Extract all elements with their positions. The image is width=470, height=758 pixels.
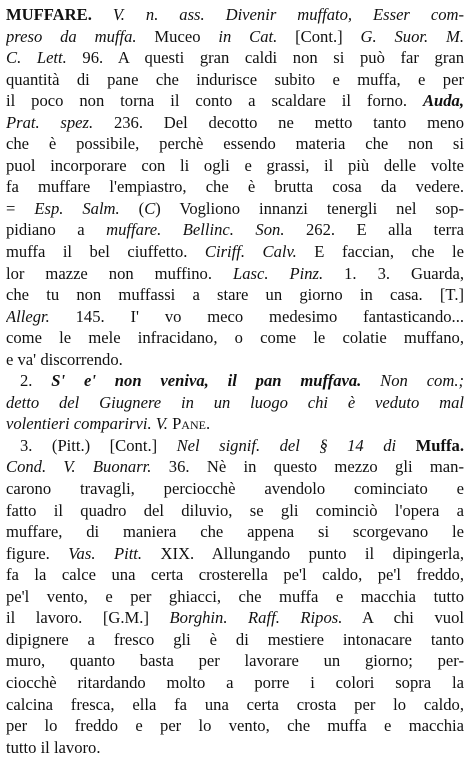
text-line (6, 176, 464, 198)
text-line (6, 306, 464, 328)
citation-text: Allegr. (6, 306, 50, 326)
text-line (6, 133, 464, 155)
text-line (6, 521, 464, 543)
text-line (6, 650, 464, 672)
text-run: 96. A questi gran caldi non si può far gran (66, 48, 464, 68)
text-run: Pane. (172, 414, 211, 434)
text-line (6, 435, 464, 457)
text-run: Muceo (136, 26, 219, 46)
text-run: ciocchè ritardando molto a porre i colori sopra la (6, 672, 464, 692)
text-run: fatto il quadro del diluvio, se gli cominciò l'opera a (6, 500, 464, 520)
citation-text: Vas. Pitt. (68, 543, 143, 563)
text-run: muffare, di maniera che appena si scorgevano le (6, 522, 464, 542)
text-run: carono travagli, perciocchè avendolo cominciato e (6, 479, 464, 499)
text-run: tutto il lavoro. (6, 737, 101, 757)
text-line (6, 198, 464, 220)
citation-text: Prat. spez. (6, 112, 94, 132)
text-run: pe'l vento, e per ghiacci, che muffa e macchia tutto (6, 586, 464, 606)
text-run: muffa il bel ciuffetto. (6, 242, 205, 262)
text-run: pidiano a (6, 220, 107, 240)
text-line (6, 500, 464, 522)
text-run: 236. Del decotto ne metto tanto meno (93, 112, 464, 132)
text-run: 3. (Pitt.) [Cont.] (20, 435, 177, 455)
text-run: lor mazze non muffino. (6, 263, 233, 283)
citation-text: Borghin. Raff. Ripos. (169, 608, 343, 628)
text-run: 262. E alla terra (284, 220, 464, 240)
text-line (6, 694, 464, 716)
text-line (6, 586, 464, 608)
bold-text: Auda, (422, 91, 464, 111)
text-line (6, 219, 464, 241)
text-line (6, 263, 464, 285)
text-run: figure. (6, 543, 69, 563)
text-run: fa la calce una certa crosterella pe'l caldo, pe'l freddo, (6, 565, 464, 585)
citation-text: Esp. Salm. (34, 198, 120, 218)
text-line (6, 672, 464, 694)
citation-text: Ciriff. Calv. (204, 242, 297, 262)
text-line (6, 112, 464, 134)
text-run: il poco non torna il conto a scaldare il forno. (6, 91, 423, 111)
text-line (6, 327, 464, 349)
text-line (6, 543, 464, 565)
text-run: per lo freddo e per lo vento, che muffa e macchia (6, 716, 464, 736)
text-line (6, 284, 464, 306)
text-run: fa muffare l'empiastro, che è brutta cosa da vedere. (6, 177, 464, 197)
text-line (6, 392, 464, 414)
text-line (6, 456, 464, 478)
text-line (6, 715, 464, 737)
text-line (6, 69, 464, 91)
citation-text: Lasc. Pinz. (232, 263, 324, 283)
citation-text: del (260, 435, 320, 455)
citation-text: Cond. V. Buonarr. (6, 457, 152, 477)
text-run: ) Vogliono innanzi tenergli nel sop- (155, 198, 464, 218)
text-line (6, 564, 464, 586)
citation-text: in Cat. (218, 26, 278, 46)
text-line (6, 4, 464, 26)
text-run: ( (119, 198, 145, 218)
dictionary-entry-muffare (6, 4, 464, 758)
text-line (6, 26, 464, 48)
text-run: calcina fresca, ella fa una certa crosta per lo caldo, (6, 694, 464, 714)
text-run: e va' discorrendo. (6, 349, 123, 369)
text-run: E faccian, che le (296, 242, 464, 262)
text-run: puol incorporare con li ogli e grassi, il più delle volte (6, 155, 464, 175)
text-run: XIX. Allungando punto il dipingerla, (142, 543, 464, 563)
citation-text: preso da muffa. (6, 26, 137, 46)
citation-text: volentieri comparirvi. V. (6, 414, 173, 434)
text-run: quantità di pane che indurisce subito e muffa, e per (6, 69, 464, 89)
citation-text: G. Suor. M. (360, 26, 464, 46)
text-run: A chi vuol (342, 608, 464, 628)
text-line (6, 241, 464, 263)
citation-text: detto del Giugnere in un luogo chi è veduto mal (6, 392, 464, 412)
bold-text: S' e' non veniva, il pan muffava. (51, 371, 362, 391)
text-line (6, 737, 464, 758)
citation-text: Bellinc. Son. (182, 220, 285, 240)
text-line (6, 370, 464, 392)
text-run (161, 220, 183, 239)
text-run: come le mele infracidano, o come le colatie muffano, (6, 328, 464, 348)
citation-text: muffare. (106, 220, 162, 240)
text-run: che è possibile, perchè essendo materia che non si (6, 134, 464, 154)
headword: MUFFARE. (6, 5, 92, 24)
text-line (6, 478, 464, 500)
text-run: 145. I' vo meco medesimo fantasticando... (49, 306, 464, 326)
text-run: che tu non muffassi a stare un giorno in casa. [T.] (6, 285, 464, 305)
text-line (6, 155, 464, 177)
text-run: = (6, 198, 35, 218)
citation-text: Non com.; (361, 371, 464, 391)
text-line (6, 629, 464, 651)
citation-text: Nel signif. (176, 435, 261, 455)
text-run: dipignere a fresco gli è di mestiere intonacare tanto (6, 629, 464, 649)
text-run: 1. 3. Guarda, (323, 263, 464, 283)
text-line (6, 413, 464, 435)
text-run: 36. Nè in questo mezzo gli man- (151, 457, 464, 477)
citation-text: C. Lett. (6, 48, 67, 68)
text-line (6, 90, 464, 112)
bold-text: Muffa. (396, 435, 464, 455)
text-line (6, 47, 464, 69)
text-run: il lavoro. [G.M.] (6, 608, 170, 628)
text-run: 2. (20, 371, 52, 391)
text-run: muro, quanto basta per lavorare un giorno; per- (6, 651, 464, 671)
text-line (6, 607, 464, 629)
text-run: [Cont.] (277, 26, 361, 46)
citation-text: C (144, 198, 156, 218)
citation-text: § 14 di (319, 435, 397, 455)
citation-text: V. n. ass. Divenir muffato, Esser com- (91, 5, 464, 24)
text-line (6, 349, 464, 371)
